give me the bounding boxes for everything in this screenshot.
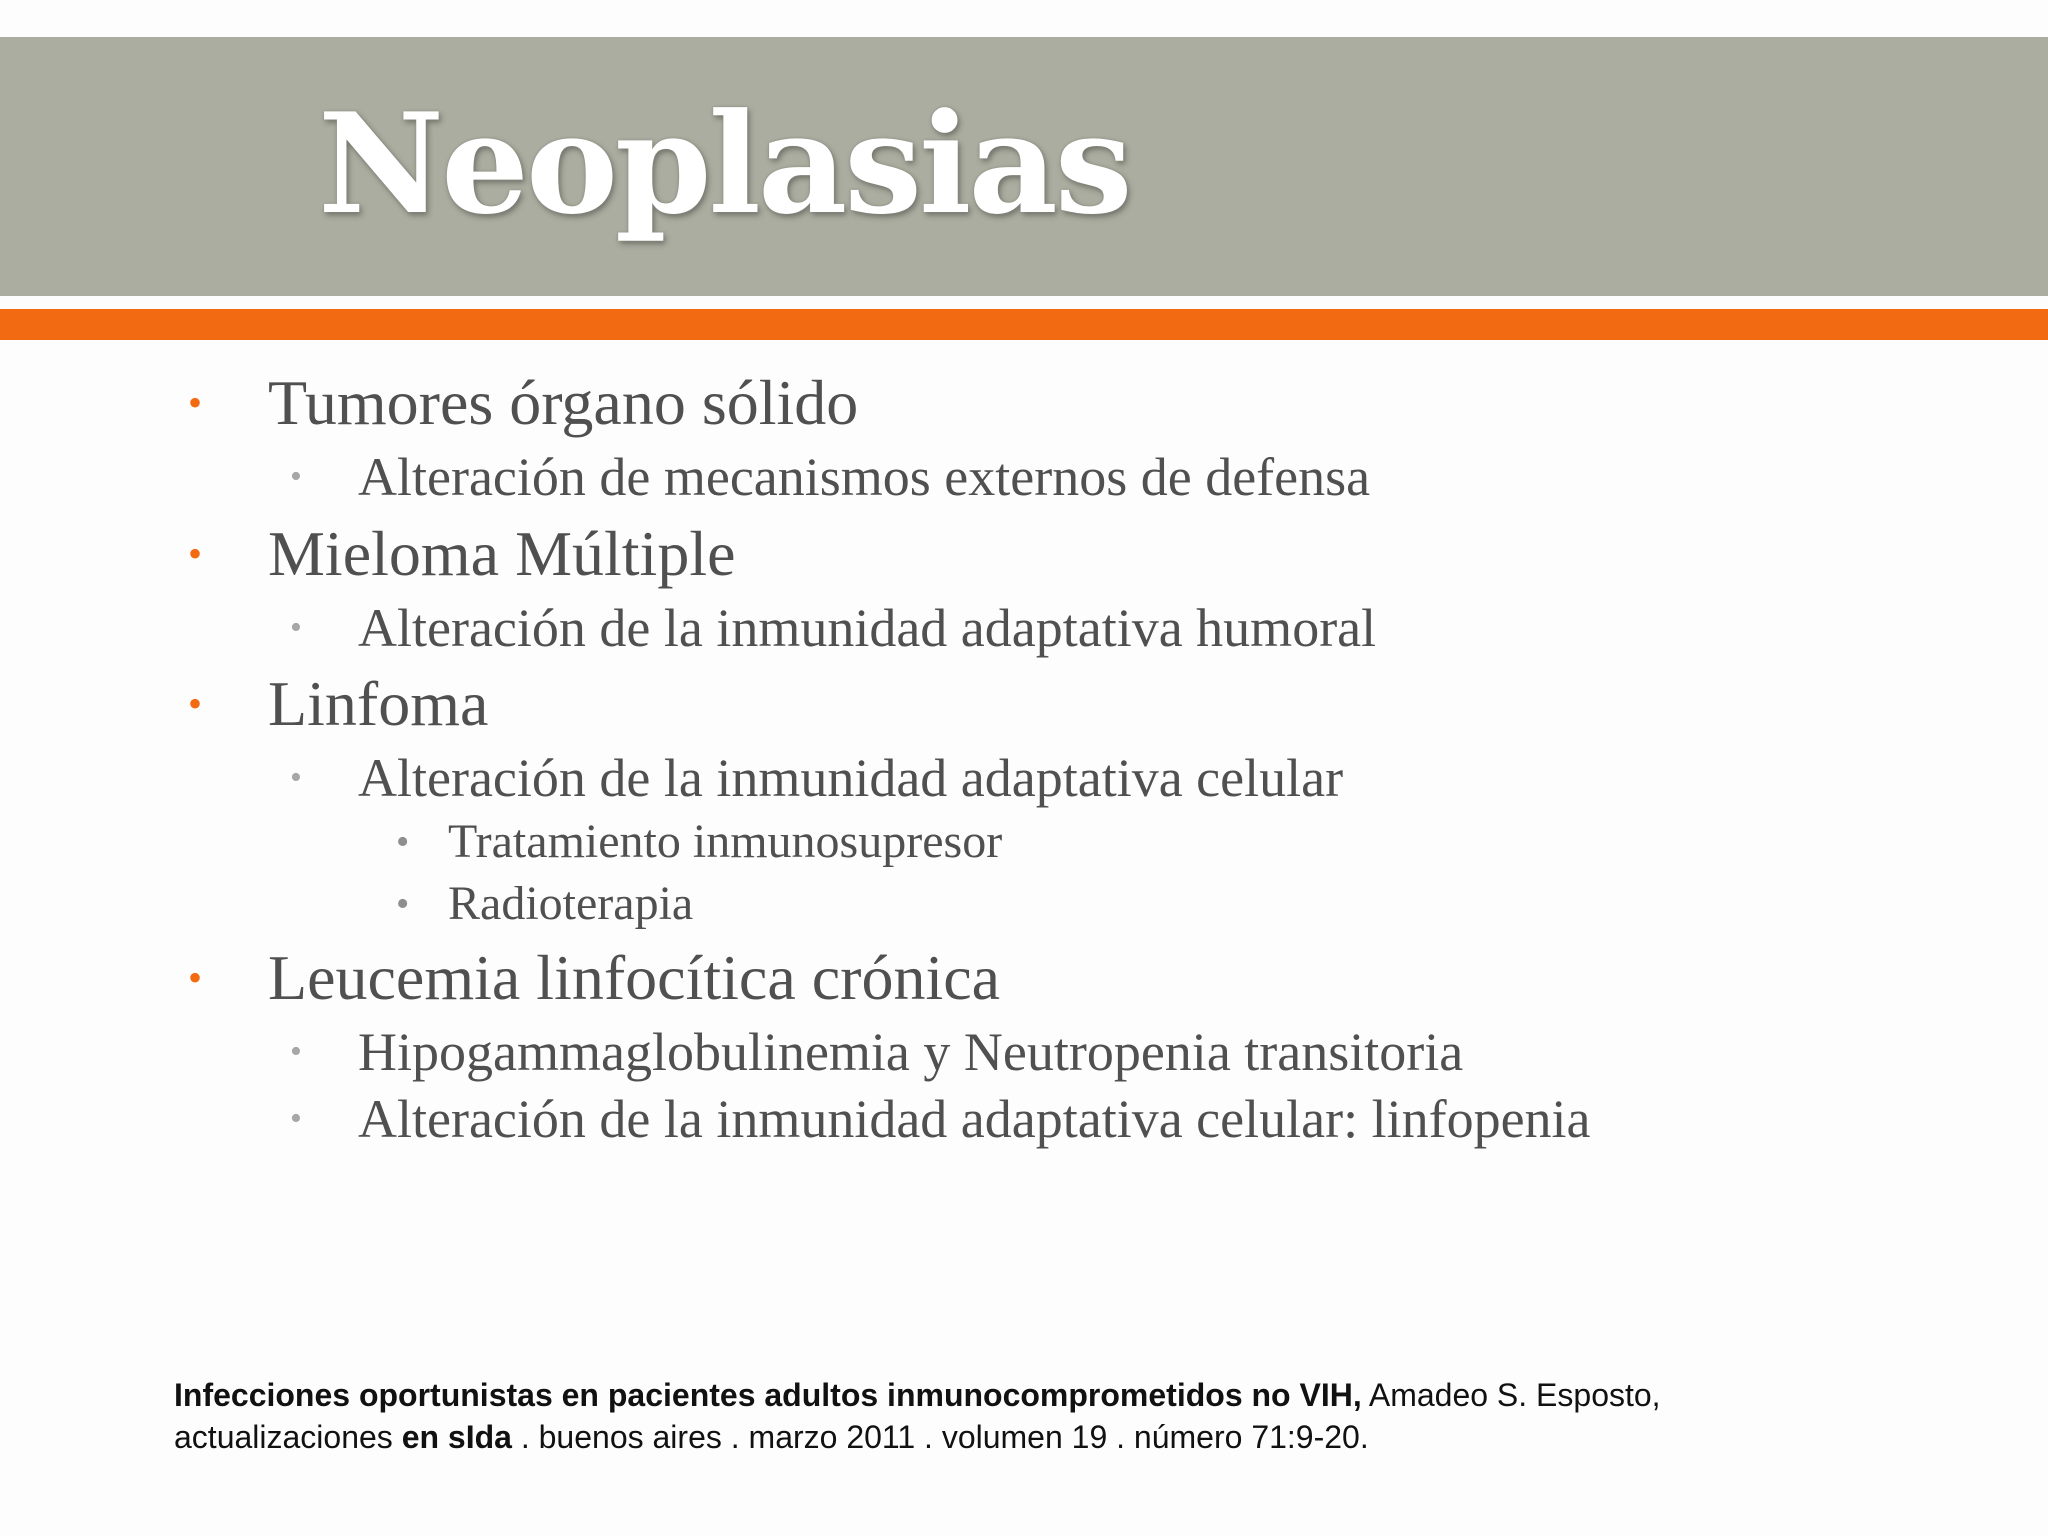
bullet-dot: • <box>290 1100 302 1137</box>
citation-title: Infecciones oportunistas en pacientes adultos inmunocomprometidos no VIH, <box>174 1377 1362 1413</box>
bullet-dot: • <box>396 821 410 863</box>
bullet-text: Tumores órgano sólido <box>268 367 859 438</box>
citation-journal-prefix: actualizaciones <box>174 1419 402 1455</box>
bullet-item <box>188 666 489 742</box>
citation-journal-details: . buenos aires . marzo 2011 . volumen 19 . número 71:9-20. <box>511 1419 1369 1455</box>
bullet-text: Alteración de la inmunidad adaptativa celular <box>358 748 1344 808</box>
bullet-dot: • <box>290 1033 302 1070</box>
bullet-text: Tratamiento inmunosupresor <box>448 815 1003 868</box>
bullet-dot: • <box>188 955 203 1000</box>
sub-bullet-item <box>290 596 1377 660</box>
sub-sub-bullet-item <box>396 813 1003 871</box>
bullet-text: Leucemia linfocítica crónica <box>268 942 1001 1013</box>
bullet-dot: • <box>188 531 203 576</box>
sub-bullet-item <box>290 1020 1464 1084</box>
slide-title: Neoplasias <box>318 82 1130 245</box>
accent-bar <box>0 309 2048 340</box>
bullet-dot: • <box>290 609 302 646</box>
bullet-text: Mieloma Múltiple <box>268 518 736 589</box>
citation <box>174 1374 1874 1458</box>
sub-bullet-item <box>290 746 1344 810</box>
bullet-dot: • <box>290 458 302 495</box>
bullet-item <box>188 940 1001 1016</box>
bullet-item <box>188 365 859 441</box>
bullet-dot: • <box>188 380 203 425</box>
bullet-dot: • <box>188 681 203 726</box>
bullet-text: Hipogammaglobulinemia y Neutropenia transitoria <box>358 1022 1464 1082</box>
citation-author: Amadeo S. Esposto, <box>1361 1377 1661 1413</box>
sub-bullet-item <box>290 1087 1591 1151</box>
bullet-dot: • <box>396 883 410 925</box>
citation-journal-name: en sIda <box>401 1419 512 1455</box>
bullet-text: Alteración de la inmunidad adaptativa celular: linfopenia <box>358 1089 1591 1149</box>
bullet-text: Alteración de mecanismos externos de defensa <box>358 447 1371 507</box>
sub-bullet-item <box>290 445 1371 509</box>
bullet-text: Alteración de la inmunidad adaptativa humoral <box>358 598 1377 658</box>
bullet-item <box>188 516 736 592</box>
bullet-text: Linfoma <box>268 668 489 739</box>
bullet-text: Radioterapia <box>448 877 694 930</box>
sub-sub-bullet-item <box>396 875 694 933</box>
bullet-dot: • <box>290 759 302 796</box>
